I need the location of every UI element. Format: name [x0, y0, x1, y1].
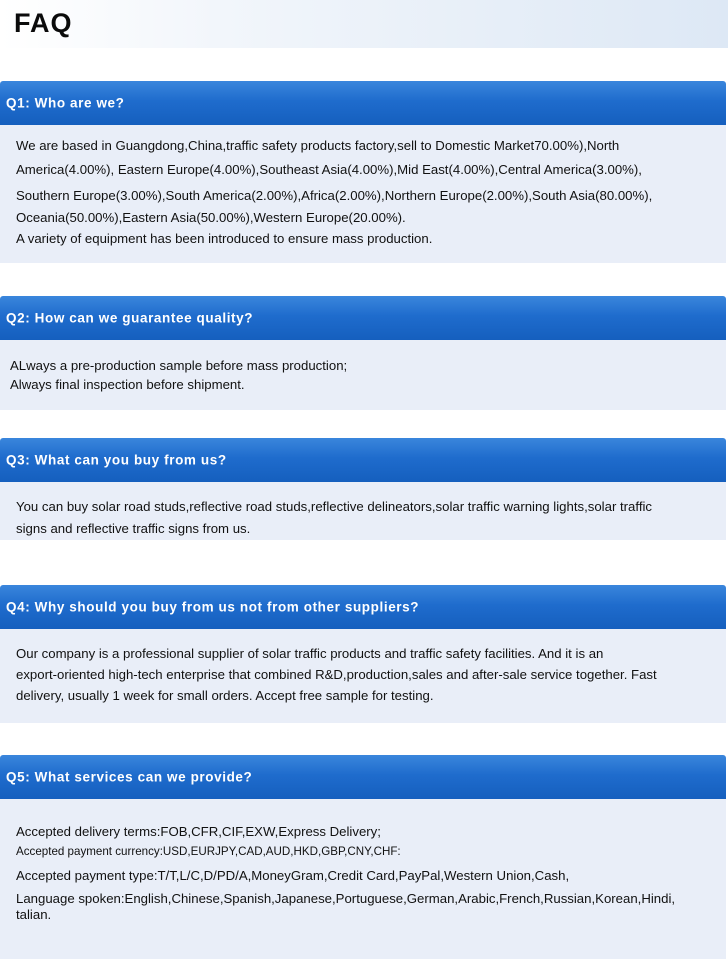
faq-question-bar-1: [0, 81, 726, 125]
answer-line: Accepted payment currency:USD,EURJPY,CAD,AUD,HKD,GBP,CNY,CHF:: [16, 845, 401, 858]
answer-line: export-oriented high-tech enterprise that combined R&D,production,sales and after-sale service together. Fast: [16, 667, 657, 682]
answer-line: ALways a pre-production sample before mass production;: [10, 358, 348, 373]
faq-question-5: Q5: What services can we provide?: [6, 769, 253, 785]
answer-line: Accepted payment type:T/T,L/C,D/PD/A,MoneyGram,Credit Card,PayPal,Western Union,Cash,: [16, 868, 570, 883]
faq-answer-4: [0, 629, 726, 723]
faq-question-3: Q3: What can you buy from us?: [6, 452, 227, 468]
answer-line: Language spoken:English,Chinese,Spanish,Japanese,Portuguese,German,Arabic,French,Russian,Korean,Hindi,: [16, 891, 676, 906]
faq-question-4: Q4: Why should you buy from us not from other suppliers?: [6, 599, 420, 615]
faq-question-2: Q2: How can we guarantee quality?: [6, 310, 254, 326]
faq-answer-2: [0, 340, 726, 410]
faq-question-bar-3: [0, 438, 726, 482]
answer-line: Our company is a professional supplier of solar traffic products and traffic safety facilities. And it is an: [16, 646, 604, 661]
faq-question-bar-2: [0, 296, 726, 340]
answer-line: Always final inspection before shipment.: [10, 377, 245, 392]
faq-question-bar-5: [0, 755, 726, 799]
answer-line: talian.: [16, 907, 52, 922]
faq-answer-5: [0, 799, 726, 959]
faq-answer-3: [0, 482, 726, 540]
answer-line: America(4.00%), Eastern Europe(4.00%),Southeast Asia(4.00%),Mid East(4.00%),Central America(3.00%),: [16, 162, 642, 177]
faq-header: [0, 0, 728, 48]
answer-line: Southern Europe(3.00%),South America(2.00%),Africa(2.00%),Northern Europe(2.00%),South Asia(80.00%),: [16, 188, 653, 203]
answer-line: We are based in Guangdong,China,traffic safety products factory,sell to Domestic Market70.00%),North: [16, 138, 620, 153]
answer-line: signs and reflective traffic signs from us.: [16, 521, 251, 536]
answer-line: Accepted delivery terms:FOB,CFR,CIF,EXW,Express Delivery;: [16, 824, 381, 839]
page-title: FAQ: [14, 8, 73, 38]
faq-answer-1: [0, 125, 726, 263]
answer-line: delivery, usually 1 week for small orders. Accept free sample for testing.: [16, 688, 434, 703]
answer-line: Oceania(50.00%),Eastern Asia(50.00%),Western Europe(20.00%).: [16, 210, 406, 225]
faq-question-bar-4: [0, 585, 726, 629]
answer-line: You can buy solar road studs,reflective road studs,reflective delineators,solar traffic warning lights,solar traffic: [16, 499, 653, 514]
answer-line: A variety of equipment has been introduced to ensure mass production.: [16, 231, 433, 246]
faq-question-1: Q1: Who are we?: [6, 95, 125, 111]
